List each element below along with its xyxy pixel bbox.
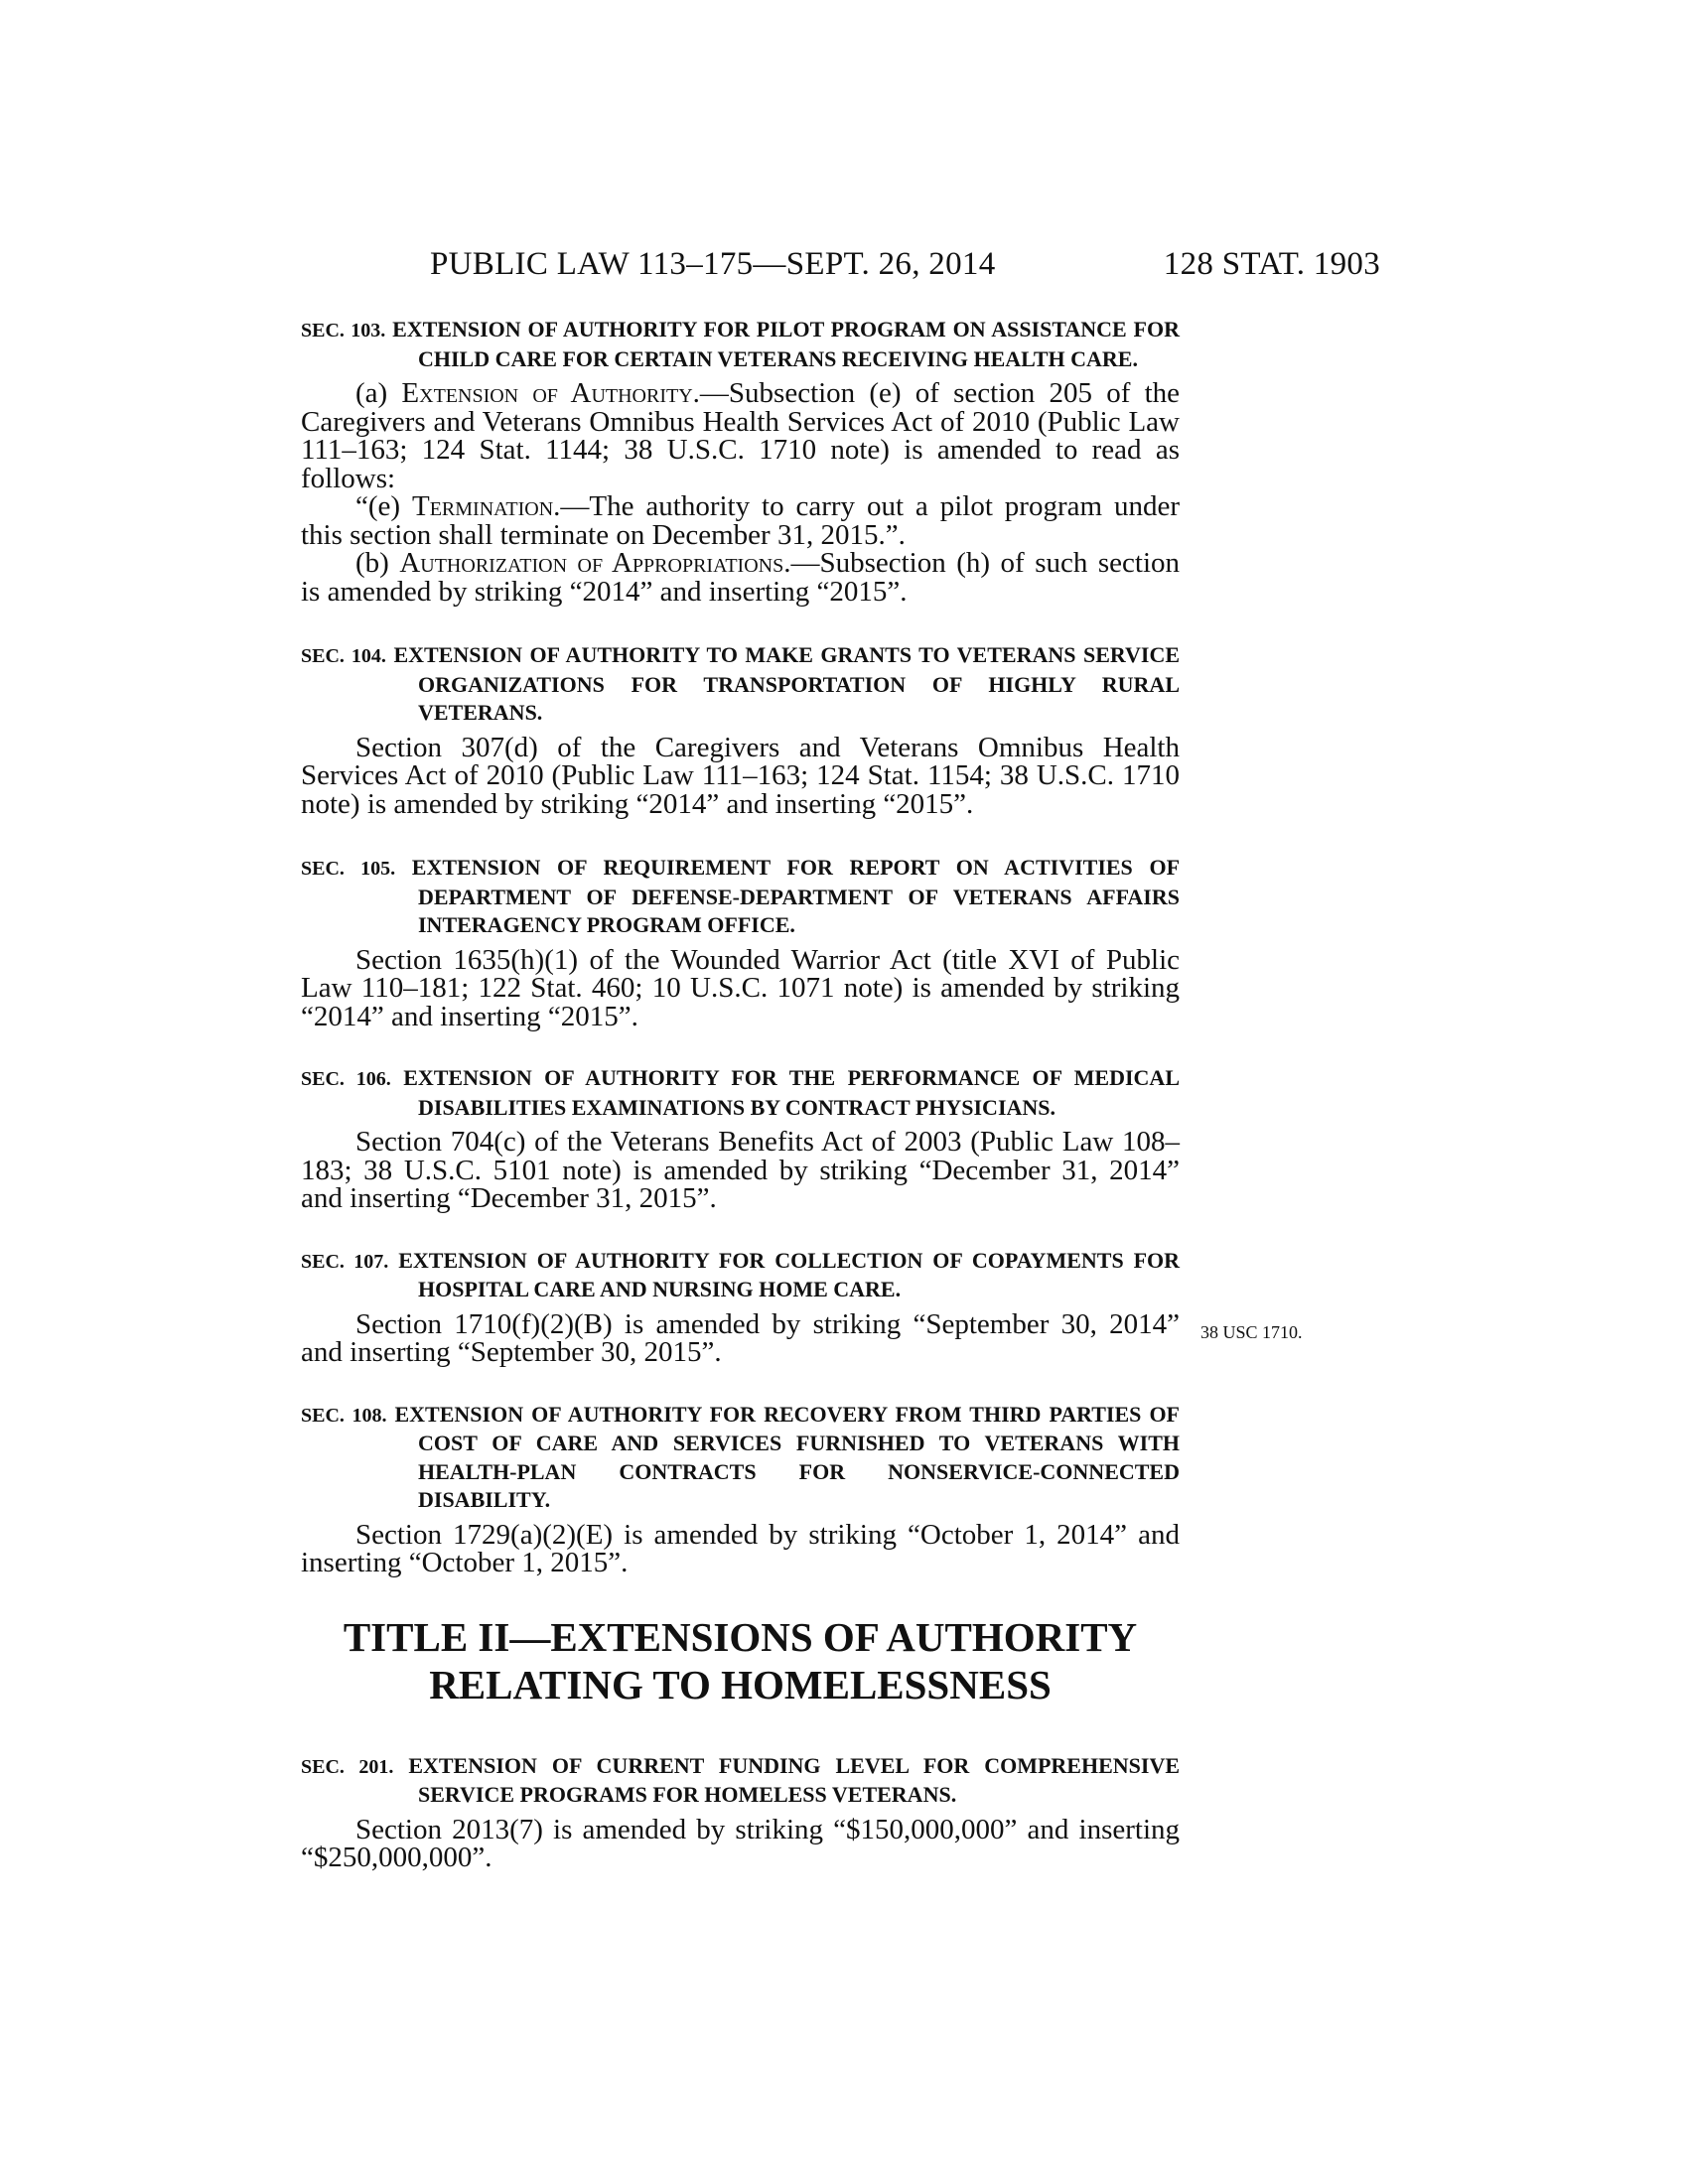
section-text: Section 1729(a)(2)(E) is amended by striking “October 1, 2014” and inserting “October 1, 2015”.	[301, 1518, 1180, 1578]
section-text: Section 1635(h)(1) of the Wounded Warrior Act (title XVI of Public Law 110–181; 122 Stat. 460; 10 U.S.C. 1071 note) is amended by striking “2014” and inserting “2015”.	[301, 943, 1180, 1032]
section-body	[301, 731, 1180, 820]
title-line-1: TITLE II—EXTENSIONS OF AUTHORITY	[343, 1613, 1138, 1660]
section-103	[301, 316, 1180, 606]
section-title: EXTENSION OF REQUIREMENT FOR REPORT ON ACTIVITIES OF DEPARTMENT OF DEFENSE-DEPARTMENT OF VETERANS AFFAIRS INTERAGENCY PROGRAM OFFICE.	[411, 855, 1181, 937]
section-body	[301, 1307, 1303, 1368]
section-body	[301, 1128, 1180, 1213]
margin-note: 38 USC 1710.	[1200, 1321, 1303, 1342]
section-title: EXTENSION OF AUTHORITY FOR RECOVERY FROM THIRD PARTIES OF COST OF CARE AND SERVICES FURNISHED TO VETERANS WITH HEALTH-PLAN CONTRACTS FOR NONSERVICE-CONNECTED DISABILITY.	[394, 1401, 1180, 1512]
section-heading	[301, 1401, 1180, 1515]
subsection-b-caption: Authorization of Appropriations	[399, 547, 784, 579]
section-108	[301, 1401, 1180, 1577]
section-body	[301, 943, 1180, 1032]
page-header	[298, 246, 1380, 290]
section-number: SEC. 106.	[301, 1068, 391, 1090]
section-body	[301, 1813, 1180, 1873]
section-heading	[301, 854, 1180, 940]
subsection-a	[301, 379, 1180, 492]
subsection-a-label: (a)	[355, 377, 402, 409]
title-line-2: RELATING TO HOMELESSNESS	[429, 1661, 1052, 1707]
section-number: SEC. 107.	[301, 1250, 389, 1273]
section-body	[301, 1518, 1180, 1578]
section-number: SEC. 108.	[301, 1404, 387, 1427]
section-number: SEC. 201.	[301, 1755, 394, 1778]
subsection-a-caption: Extension of Authority	[401, 377, 693, 409]
section-heading	[301, 1064, 1180, 1122]
section-heading	[301, 1247, 1180, 1304]
subsection-b-label: (b)	[355, 547, 400, 579]
page-content	[301, 316, 1303, 1873]
section-text: Section 1710(f)(2)(B) is amended by striking “September 30, 2014” and inserting “September 30, 2015”.	[301, 1307, 1180, 1368]
section-heading	[301, 1752, 1180, 1810]
section-title: EXTENSION OF AUTHORITY FOR PILOT PROGRAM ON ASSISTANCE FOR CHILD CARE FOR CERTAIN VETERANS RECEIVING HEALTH CARE.	[392, 317, 1180, 371]
title-heading	[301, 1613, 1180, 1708]
section-number: SEC. 105.	[301, 858, 396, 880]
section-text: Section 2013(7) is amended by striking “$150,000,000” and inserting “$250,000,000”.	[301, 1813, 1180, 1873]
quoted-subsection-e	[301, 492, 1180, 549]
section-106	[301, 1064, 1180, 1213]
section-text: Section 704(c) of the Veterans Benefits Act of 2003 (Public Law 108–183; 38 U.S.C. 5101 note) is amended by striking “December 31, 2014” and inserting “December 31, 2015”.	[301, 1126, 1180, 1214]
subsection-b-text: .—Subsection (h) of such section is amended by striking “2014” and inserting “2015”.	[301, 547, 1180, 608]
section-title: EXTENSION OF AUTHORITY TO MAKE GRANTS TO VETERANS SERVICE ORGANIZATIONS FOR TRANSPORTATION OF HIGHLY RURAL VETERANS.	[393, 642, 1181, 725]
section-body	[301, 379, 1180, 606]
subsection-e-label: “(e)	[355, 490, 412, 522]
section-number: SEC. 104.	[301, 645, 386, 667]
subsection-a-text: .—Subsection (e) of section 205 of the Caregivers and Veterans Omnibus Health Services Act of 2010 (Public Law 111–163; 124 Stat. 1144; 38 U.S.C. 1710 note) is amended to read as follows:	[301, 377, 1181, 494]
section-number: SEC. 103.	[301, 320, 386, 341]
section-text: Section 307(d) of the Caregivers and Veterans Omnibus Health Services Act of 2010 (Public Law 111–163; 124 Stat. 1154; 38 U.S.C. 1710 note) is amended by striking “2014” and inserting “2015”.	[301, 731, 1180, 820]
section-104	[301, 641, 1180, 818]
section-title: EXTENSION OF CURRENT FUNDING LEVEL FOR COMPREHENSIVE SERVICE PROGRAMS FOR HOMELESS VETERANS.	[408, 1752, 1181, 1807]
section-title: EXTENSION OF AUTHORITY FOR COLLECTION OF COPAYMENTS FOR HOSPITAL CARE AND NURSING HOME CARE.	[398, 1247, 1181, 1301]
section-heading	[301, 641, 1180, 728]
section-107	[301, 1247, 1303, 1368]
section-105	[301, 854, 1180, 1030]
running-head: PUBLIC LAW 113–175—SEPT. 26, 2014	[430, 246, 996, 282]
section-title: EXTENSION OF AUTHORITY FOR THE PERFORMANCE OF MEDICAL DISABILITIES EXAMINATIONS BY CONTRACT PHYSICIANS.	[403, 1065, 1180, 1120]
section-201	[301, 1752, 1180, 1872]
subsection-e-text: .—The authority to carry out a pilot program under this section shall terminate on December 31, 2015.”.	[301, 490, 1180, 551]
page-citation: 128 STAT. 1903	[1163, 246, 1380, 282]
subsection-b	[301, 549, 1180, 606]
section-heading	[301, 316, 1180, 373]
subsection-e-caption: Termination	[411, 490, 554, 522]
